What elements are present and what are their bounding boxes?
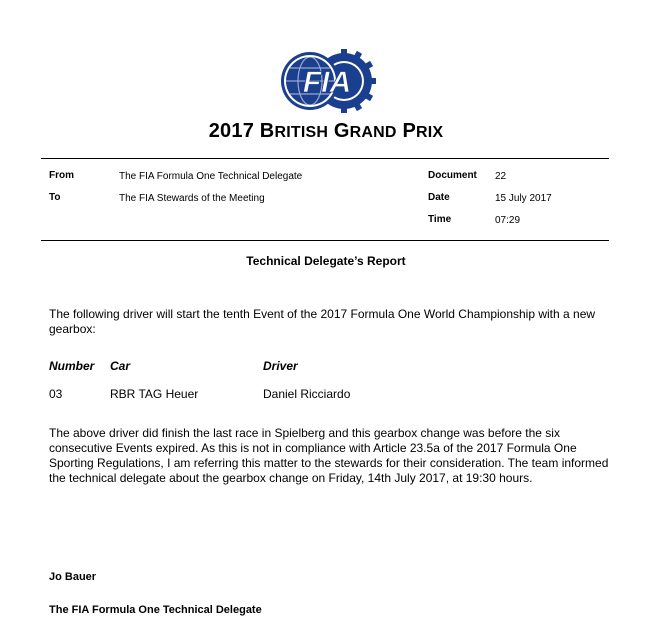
header-top-rule <box>41 158 609 159</box>
to-label: To <box>49 192 61 203</box>
signature-name: Jo Bauer <box>49 571 97 583</box>
cell-number: 03 <box>49 387 63 401</box>
fia-logo-text: FIA <box>302 66 352 99</box>
fia-logo <box>278 48 376 114</box>
to-value: The FIA Stewards of the Meeting <box>119 193 265 204</box>
title-word-1-initial: B <box>259 120 275 142</box>
signature-role: The FIA Formula One Technical Delegate <box>49 604 262 616</box>
document-value: 22 <box>495 171 507 182</box>
title-year: 2017 <box>208 120 255 142</box>
time-value: 07:29 <box>495 215 521 226</box>
intro-paragraph: The following driver will start the tenth Event of the 2017 Formula One World Championship with a new gearbox: <box>49 307 596 336</box>
cell-car: RBR TAG Heuer <box>110 387 199 401</box>
header-bottom-rule <box>41 240 609 241</box>
cell-driver: Daniel Ricciardo <box>263 387 351 401</box>
column-header-driver: Driver <box>263 359 298 373</box>
column-header-number: Number <box>49 359 95 373</box>
column-header-car: Car <box>110 359 131 373</box>
document-label: Document <box>428 170 477 181</box>
report-title: Technical Delegate’s Report <box>246 254 406 268</box>
title-word-2-rest: RAND <box>349 124 397 141</box>
date-label: Date <box>428 192 450 203</box>
title-word-1-rest: RITISH <box>274 124 329 141</box>
event-title <box>0 120 652 143</box>
title-word-3-rest: RIX <box>415 124 444 141</box>
title-word-3-initial: P <box>402 120 416 142</box>
from-label: From <box>49 170 74 181</box>
time-label: Time <box>428 214 452 225</box>
body-paragraph: The above driver did finish the last race in Spielberg and this gearbox change was before the six consecutive Events expired. As this is not in compliance with Article 23.5a of the 2017 Formula One Sporting Regulations, I am referring this matter to the stewards for their consideration. The team informed the technical delegate about the gearbox change on Friday, 14th July 2017, at 19:30 hours. <box>49 426 609 485</box>
title-word-2-initial: G <box>333 120 350 142</box>
from-value: The FIA Formula One Technical Delegate <box>119 171 303 182</box>
date-value: 15 July 2017 <box>495 193 552 204</box>
